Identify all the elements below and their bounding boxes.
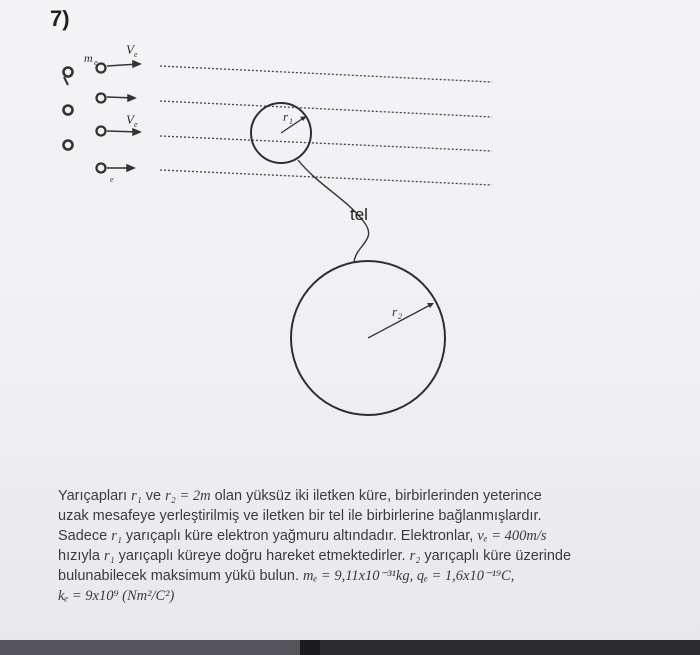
electron <box>97 164 106 173</box>
dotted-line-4 <box>160 170 492 185</box>
dotted-lines <box>160 66 492 185</box>
problem-line-6: kₑ = 9x10⁹ (Nm²/C²) <box>58 588 175 604</box>
dotted-line-3 <box>160 136 492 151</box>
problem-text <box>58 486 658 606</box>
mass-label: m <box>84 51 93 65</box>
dotted-line-1 <box>160 66 492 82</box>
arrowhead <box>127 165 134 171</box>
r1-sub: 1 <box>289 117 293 126</box>
arrowhead <box>133 129 140 135</box>
problem-line-2: uzak mesafeye yerleştirilmiş ve iletken bir tel ile birbirlerine bağlanmışlardır. <box>58 508 542 524</box>
velocity-label-top: V <box>126 42 134 57</box>
electron <box>97 94 106 103</box>
dotted-line-2 <box>160 101 492 117</box>
electron-tail <box>64 77 68 85</box>
radius-r2-line <box>368 304 432 338</box>
r1-label: r <box>283 109 289 124</box>
problem-line-3: Sadece r₁ yarıçaplı küre elektron yağmuru altındadır. Elektronlar, vₑ = 400m/s <box>58 528 547 544</box>
velocity-arrows <box>107 61 140 171</box>
arrowhead <box>128 95 135 101</box>
electron <box>64 141 73 150</box>
wire-label: tel <box>350 205 368 224</box>
velocity-label-mid: V <box>126 112 134 127</box>
arrowhead <box>133 61 140 67</box>
problem-line-1: Yarıçapları r₁ ve r₂ = 2m olan yüksüz iki iletken küre, birbirlerinden yeterince <box>58 488 542 504</box>
bottom-edge <box>0 640 700 655</box>
velocity-sub-top: e <box>134 50 138 59</box>
r2-sub: 2 <box>398 312 402 321</box>
electron <box>97 127 106 136</box>
mass-sub: e <box>94 58 98 67</box>
problem-line-4: hızıyla r₁ yarıçaplı küreye doğru hareket etmektedirler. r₂ yarıçaplı küre üzerinde <box>58 548 572 564</box>
question-number: 7) <box>50 6 70 31</box>
electron <box>64 68 73 77</box>
electron <box>64 106 73 115</box>
electron <box>97 64 106 73</box>
problem-line-5: bulunabilecek maksimum yükü bulun. mₑ = 9,11x10⁻³¹kg, qₑ = 1,6x10⁻¹⁹C, <box>58 568 515 584</box>
r2-label: r <box>392 304 398 319</box>
electron-sub: e <box>110 175 114 184</box>
electrons-moving <box>97 64 106 173</box>
velocity-sub-mid: e <box>134 120 138 129</box>
